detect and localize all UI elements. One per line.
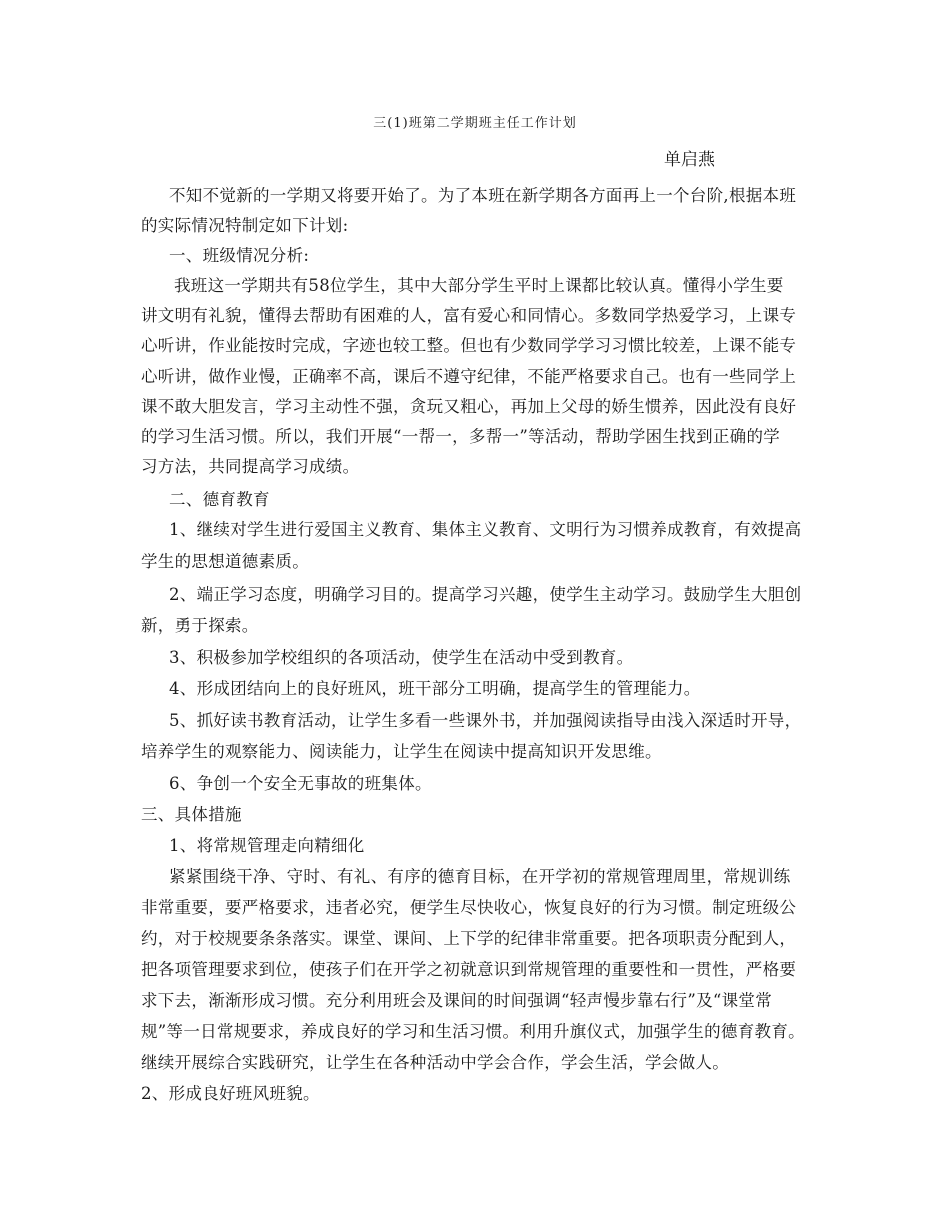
text-line: 1、继续对学生进行爱国主义教育、集体主义教育、文明行为习惯养成教育，有效提高 — [169, 520, 802, 539]
text-line: 约，对于校规要条条落实。课堂、课间、上下学的纪律非常重要。把各项职责分配到人， — [141, 929, 797, 948]
section-heading: 三、具体措施 — [141, 805, 242, 824]
text-line: 的实际情况特制定如下计划: — [141, 216, 349, 235]
text-line: 6、争创一个安全无事故的班集体。 — [169, 774, 432, 793]
text-line: 心听讲，作业能按时完成，字迹也较工整。但也有少数同学学习习惯比较差，上课不能专 — [141, 336, 797, 355]
text-line: 我班这一学期共有58位学生，其中大部分学生平时上课都比较认真。懂得小学生要 — [174, 276, 784, 295]
text-line: 5、抓好读书教育活动，让学生多看一些课外书，并加强阅读指导由浅入深适时开导， — [169, 711, 802, 730]
section-heading: 二、德育教育 — [169, 490, 270, 509]
document-title: 三(1)班第二学期班主任工作计划 — [373, 116, 577, 131]
text-line: 课不敢大胆发言，学习主动性不强，贪玩又粗心，再加上父母的娇生惯养，因此没有良好 — [141, 397, 797, 416]
text-line: 紧紧围绕干净、守时、有礼、有序的德育目标，在开学初的常规管理周里，常规训练 — [169, 867, 791, 886]
text-line: 习方法，共同提高学习成绩。 — [141, 457, 360, 476]
subsection-heading: 2、形成良好班风班貌。 — [141, 1084, 320, 1103]
text-line: 讲文明有礼貌，懂得去帮助有困难的人，富有爱心和同情心。多数同学热爱学习，上课专 — [141, 306, 797, 325]
text-line: 新，勇于探索。 — [141, 616, 259, 635]
document-author: 单启燕 — [664, 150, 715, 170]
text-line: 非常重要，要严格要求，违者必究，便学生尽快收心，恢复良好的行为习惯。制定班级公 — [141, 898, 797, 917]
text-line: 学生的思想道德素质。 — [141, 552, 309, 571]
section-heading: 一、班级情况分析: — [169, 246, 310, 265]
text-line: 求下去，渐渐形成习惯。充分利用班会及课间的时间强调“轻声慢步靠右行”及“课堂常 — [141, 991, 773, 1010]
text-line: 继续开展综合实践研究，让学生在各种活动中学会合作，学会生活，学会做人。 — [141, 1053, 729, 1072]
text-line: 把各项管理要求到位，使孩子们在开学之初就意识到常规管理的重要性和一贯性，严格要 — [141, 960, 797, 979]
subsection-heading: 1、将常规管理走向精细化 — [169, 836, 365, 855]
text-line: 的学习生活习惯。所以，我们开展“一帮一，多帮一”等活动，帮助学困生找到正确的学 — [141, 427, 781, 446]
text-line: 2、端正学习态度，明确学习目的。提高学习兴趣，使学生主动学习。鼓励学生大胆创 — [169, 585, 802, 604]
text-line: 规”等一日常规要求，养成良好的学习和生活习惯。利用升旗仪式，加强学生的德育教育。 — [141, 1022, 805, 1041]
text-line: 不知不觉新的一学期又将要开始了。为了本班在新学期各方面再上一个台阶,根据本班 — [169, 186, 797, 205]
text-line: 培养学生的观察能力、阅读能力，让学生在阅读中提高知识开发思维。 — [141, 742, 662, 761]
text-line: 4、形成团结向上的良好班风，班干部分工明确，提高学生的管理能力。 — [169, 679, 701, 698]
text-line: 3、积极参加学校组织的各项活动，使学生在活动中受到教育。 — [169, 648, 634, 667]
text-line: 心听讲，做作业慢，正确率不高，课后不遵守纪律，不能严格要求自己。也有一些同学上 — [141, 367, 797, 386]
